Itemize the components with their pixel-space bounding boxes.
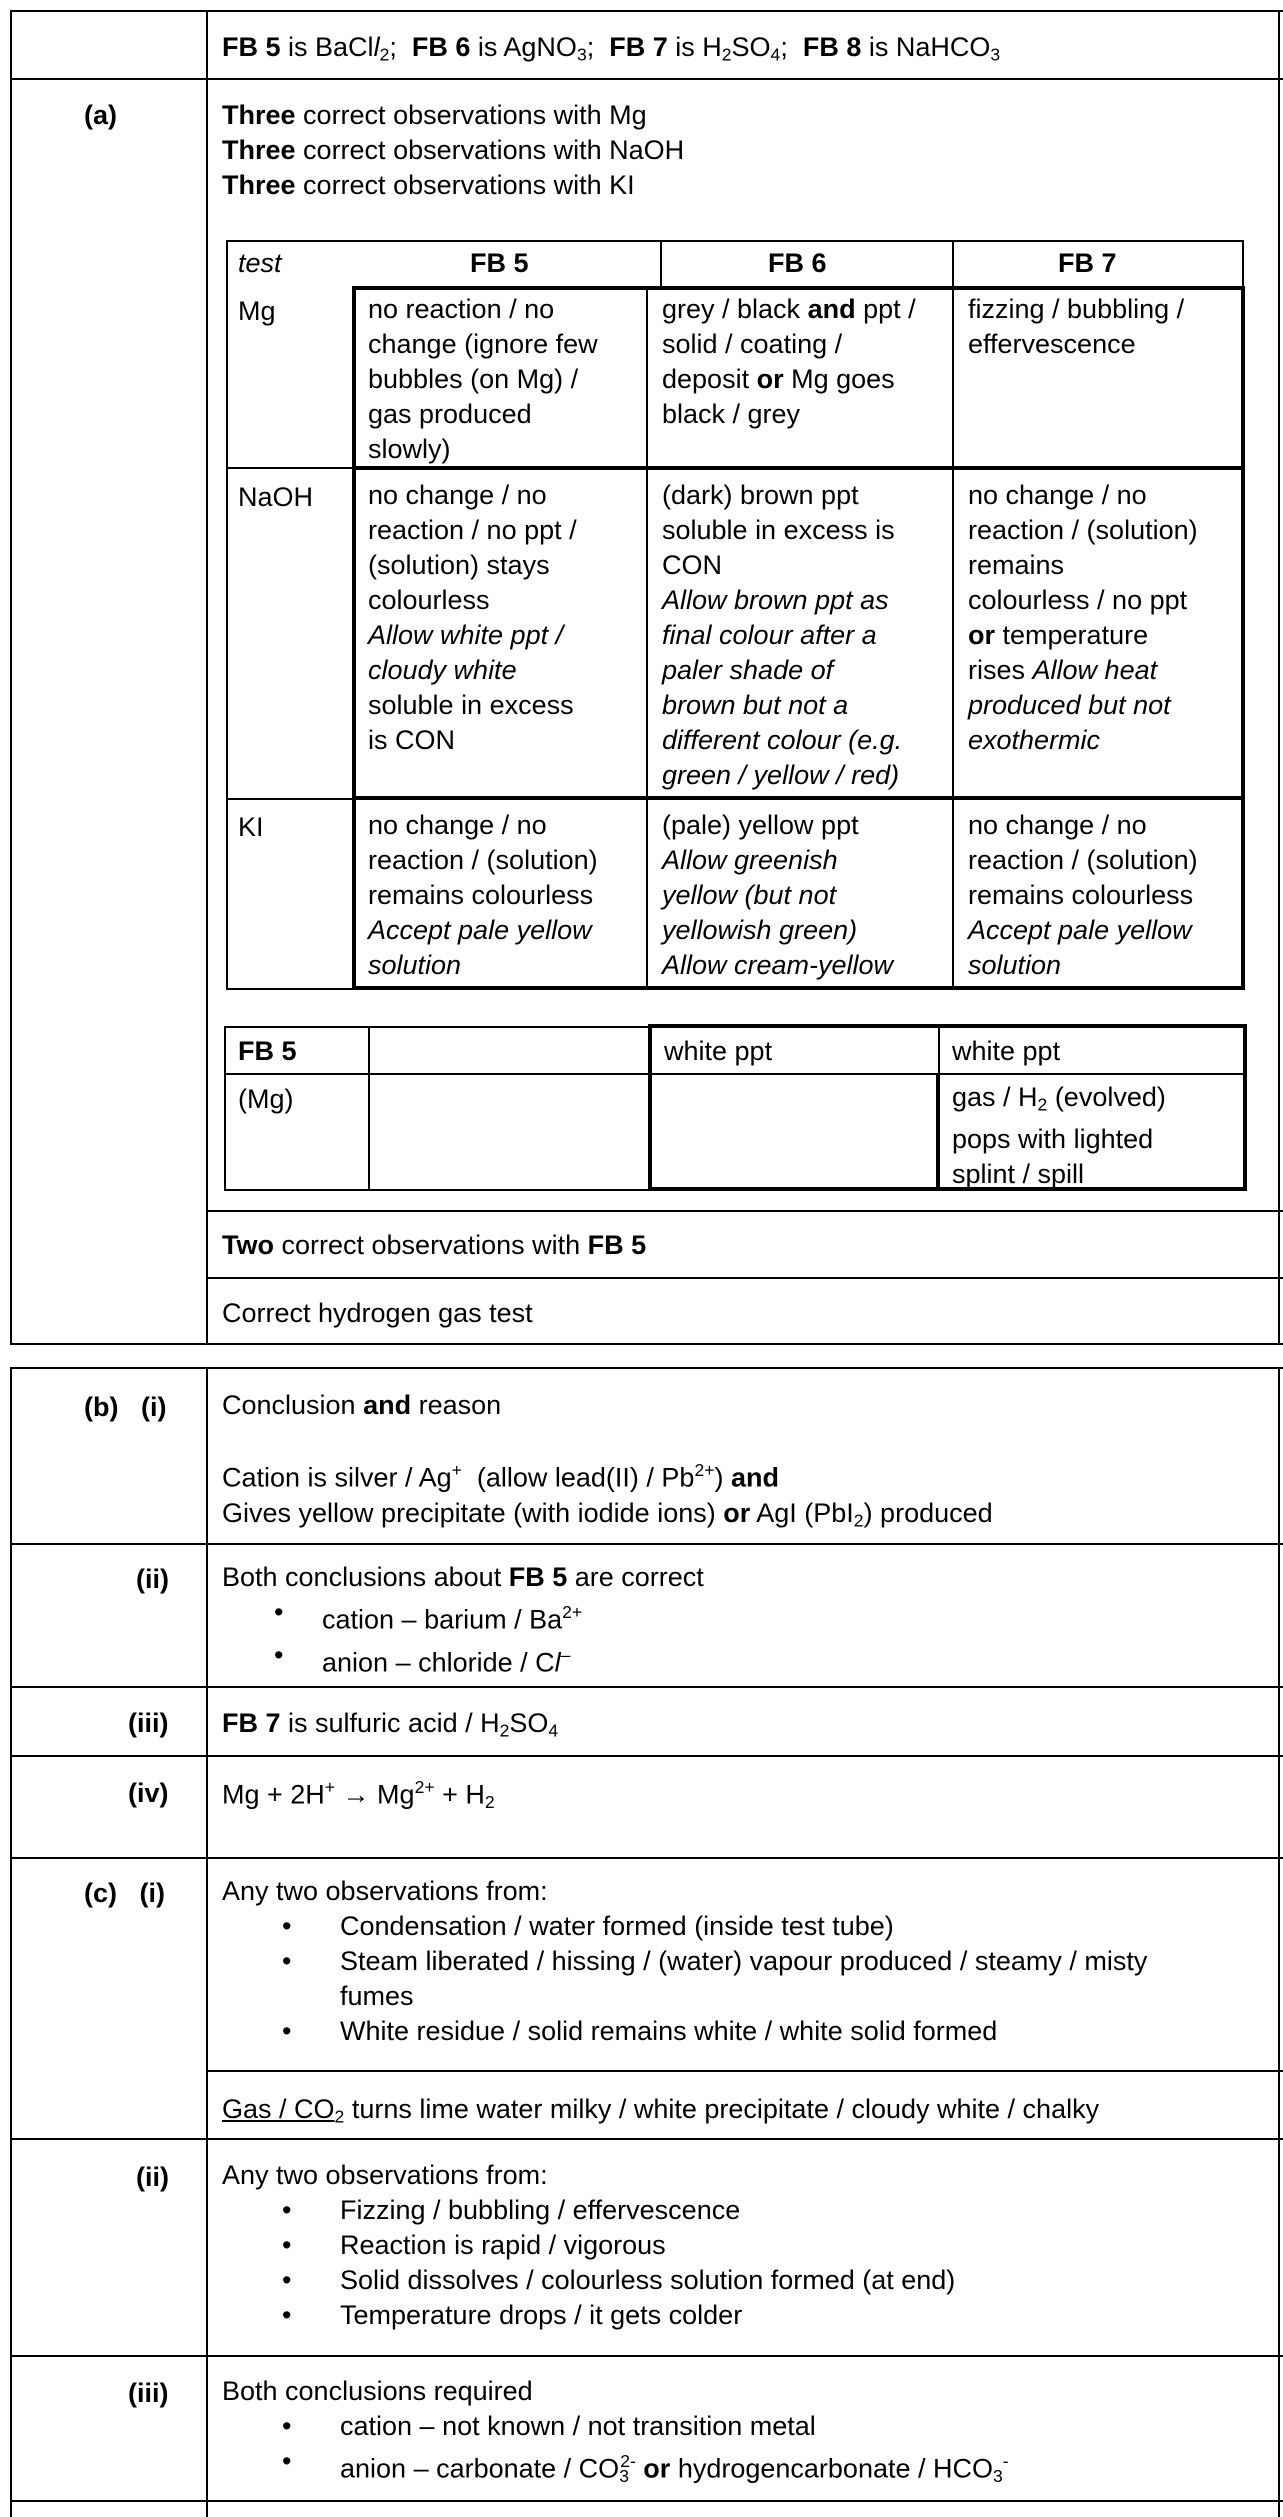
header-fb7: FB 7 [1058,248,1117,278]
c-ii-label: (ii) [136,2162,169,2192]
naoh-fb5-cell: no change / no reaction / no ppt / (solution) stays colourless Allow white ppt / cloudy white soluble in excess is CON [368,480,577,755]
ki-fb7-cell: no change / no reaction / (solution) remains colourless Accept pale yellow solution [968,810,1198,980]
b-iv-equation: $Mg + 2H^+ \to Mg^{2+} + H_2$ [222,1777,495,1812]
mg-fb5-cell: no reaction / no change (ignore few bubbles (on Mg) / gas produced slowly) [368,294,598,464]
rule [10,10,12,1343]
summary-fb7-white: white ppt [952,1036,1061,1066]
summary-mg: (Mg) [238,1084,294,1114]
part-a-label: (a) [84,100,117,130]
part-b-label: (b) (i) [84,1392,167,1422]
summary-fb6-white: white ppt [664,1036,773,1066]
row-label-naoh: NaOH [238,482,314,512]
row-label-ki: KI [238,812,264,842]
mg-fb6-cell: grey / black and ppt / solid / coating / deposit or Mg goes black / grey [662,294,916,429]
b-iv-label: (iv) [128,1778,169,1808]
two-observations: Two correct observations with FB 5 [222,1230,647,1260]
fb6-formula: is AgNO$_3$; [477,32,595,65]
b-i-answer: Conclusion and reason Cation is silver / Ag+ (allow lead(II) / $Pb^{2+}$) and Gives yellow precipitate (with iodide ions) or AgI (PbI$_2$) produced [222,1390,993,1530]
row-label-mg: Mg [238,296,276,326]
rule [206,1210,1283,1212]
fb5-formula: is BaCll$_2$; [288,32,397,65]
ki-fb5-cell: no change / no reaction / (solution) remains colourless Accept pale yellow solution [368,810,598,980]
header-fb6: FB 6 [768,248,827,278]
rule [1278,10,1280,1343]
fb7-formula: is $H_2SO_4$; [675,32,788,65]
fb8-formula: is NaHCO$_3$ [868,32,1001,65]
ki-fb6-cell: (pale) yellow ppt Allow greenish yellow (but not yellowish green) Allow cream-yellow [662,810,894,980]
rule [10,10,1283,12]
fb8-label: FB 8 [802,32,862,62]
fb5-label: FB 5 [222,32,281,62]
c-i-gas-test: Gas / $CO_2$ turns lime water milky / white precipitate / cloudy white / chalky [222,2094,1100,2127]
summary-fb5: FB 5 [238,1036,297,1066]
c-i-answer: Any two observations from: • Condensation / water formed (inside test tube) • Steam liberated / hissing / (water) vapour produced / steamy / misty fumes • White residue / solid remains white / white solid formed [222,1874,1147,2049]
rule [10,1343,1283,1345]
formula-header [222,30,1000,66]
fb7-label: FB 7 [609,32,668,62]
b-iii-label: (iii) [128,1708,169,1738]
naoh-fb6-cell: (dark) brown ppt soluble in excess is CON Allow brown ppt as final colour after a paler shade of brown but not a different colour (e.g. green / yellow / red) [662,480,903,790]
summary-gas-cell: gas / $H_2$ (evolved) pops with lighted splint / spill [952,1082,1166,1190]
rule [206,1277,1283,1279]
naoh-fb7-cell: no change / no reaction / (solution) remains colourless / no ppt or temperature rises Allow heat produced but not exothermic [968,480,1198,755]
b-ii-label: (ii) [136,1564,169,1594]
hydrogen-test: Correct hydrogen gas test [222,1298,533,1328]
header-test: test [238,248,282,278]
b-iii-answer: FB 7 is sulfuric acid / $H_2SO_4$ [222,1708,559,1741]
rule [10,78,1283,80]
mg-fb7-cell: fizzing / bubbling / effervescence [968,294,1185,359]
part-a-criteria: Three correct observations with Mg Three correct observations with NaOH Three correct observations with KI [222,100,685,200]
header-fb5: FB 5 [470,248,529,278]
c-ii-answer: Any two observations from: • Fizzing / bubbling / effervescence • Reaction is rapid / vigorous • Solid dissolves / colourless solution formed (at end) • Temperature drops / it gets colder [222,2158,955,2333]
rule [206,10,208,1343]
fb6-label: FB 6 [411,32,471,62]
part-c-label: (c) (i) [84,1878,165,1908]
c-iii-answer: Both conclusions required • cation – not known / not transition metal • anion – carbonate / $CO_3^{2-}$ or hydrogencarbonate / $HCO_3^-$ [222,2374,1009,2494]
b-ii-answer: Both conclusions about FB 5 are correct • cation – barium / $Ba^{2+}$ • anion – chloride / Cl– [222,1562,704,1678]
c-iii-label: (iii) [128,2378,169,2408]
